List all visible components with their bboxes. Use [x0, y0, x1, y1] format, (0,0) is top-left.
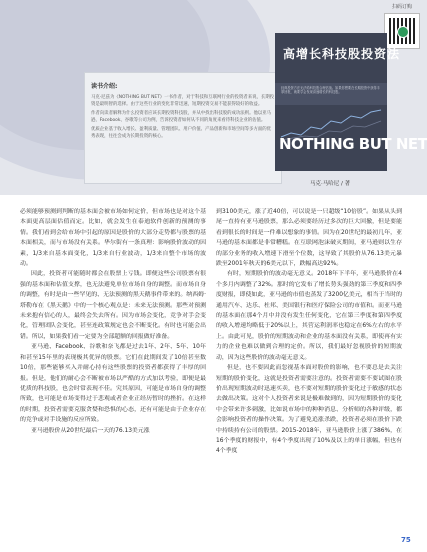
intro-body [91, 95, 275, 144]
qr-label: 扫码订购 [391, 4, 412, 10]
book-cover [275, 33, 427, 171]
book-intro-box [84, 72, 282, 184]
article-paragraph: 有时，短期股价的波动毫无意义。2018年下半年，亚马逊股价在4个多月内调整了32%。那时的它发布了增长势头强劲的第三季度和四季度财报，即使如此，亚马逊的市值也蒸发了3200亿美元，相当于当时的通用汽车、达乐、杜邦、美国银行和医疗保险公司的市值和。而亚马逊的基本面在那4个月中并没有发生任何变化，它在第三季度和第四季度的收入增速均略低于20%以上，其营运利润率也稳定在6%左右的水平上。由此可见，股价的短期波动和企业的基本面没有关系，即使再有实力的企业也难以做到合理的定价。所以，我们最好忽视股价的短期波动，因为这些股价的波动毫无意义。 [216, 271, 402, 361]
article-paragraph: 必须能够预测到判断的基本面会被市场如何定价，但市场也是对这个基本面更高层面估值而定。比如，就会发生在泰迪软件创新的预测的事情。我们看到会给市场中引起的原因是股价的大部分走势都与股票的基本面相关，而与市场没有关系。华尔街有一条真理：影响股价波动的因素，1/3来自基本面变化，1/3来自行业波动，1/3来自整个市场的波动。 [20, 209, 206, 268]
article-paragraph: 因此，投资者可能随时都会在股票上亏钱。即便这些公司股票有很强的基本面和估值支撑，也无法避免单位市场自身的调整。而市场自身的调整，有时是由一些罕见的、无法预测的黑天鹅事件带来的。纳西姆·塔勒布在《黑天鹅》中的一个核心观点是：未来无法预测。那些对预测未来抱有信心的人，最终会失去所有。因为市场会变化，竞争对手会变化，管理团队会变化，甚至连政策规定也会不断变化。有时也可能会出错。所以，如果我们看一定要为全部超额的回报做好准备。 [20, 271, 206, 340]
intro-title: 读书介绍: [91, 83, 118, 90]
intro-paragraph: 优质企业基于收入增长、盈利质量、管理团队、用户价值、产品创新和市场空间等多方面的优秀表现，往往会成为长期投资的核心。 [91, 127, 272, 139]
book-title: 高增长科技股投资法 [283, 47, 401, 61]
book-cover-band [275, 83, 387, 105]
article-paragraph: 亚马逊、Facebook、谷歌和奈飞都是过去1年、2年、5年、10年和甚至15年里的表现极其优异的股票。它们在此期间发了10倍甚至数10倍，那些能够买入并耐心持有这些股票的投资者都获得了丰厚的回报。但是，他们的耐心会不断被市场以严酷的方式加以考验，即便是最优质的科技股，也会时常表现不佳。究其原因，可能是市场自身的调整所致，也可能是市场变得过于悲观或者企业正经历暂时的挫折。在这样的时期，投资者需要克服贪婪和恐惧的心态，还有可能是由于企业存在的竞争或对手设施的反应所致。 [20, 344, 206, 424]
book-band-text: 经典投资方法无法给科技股合理估值。如果你想要在长期投资中获得丰厚回报，就要学会发现高速增长的科技股。 [281, 86, 380, 95]
article-paragraph: 但是，也不要因此而忽视基本面对股价的影响，也不要总是去关注短期的股价变化，这就是投资者需要注意的。投资者需要不要试图在股价出现短期波动时迅速买卖，也不要对短期的股价变化过于敏感的状态去做出决策。这对个人投资者来说是极难做到的，因为短期股价的变化中会带来许多刺激，比如说市场中的种种消息、分析师的各种评级，都会影响投资者的操作决策。为了避免追涨杀跌，投资者必须在股价下跌中持续持有公司的股票。2015-2018年，亚马逊股价上涨了386%，在16个季度的财报中，有4个季度出现了10%及以上的单日涨幅，但也有4个季度 [216, 365, 402, 455]
article-paragraph: 到3100美元，涨了近40倍，可以说是一只超级“10倍股”。如果从头到尾一直持有亚马逊股票，那么必须要经历过多次的巨大回撤，但是要能看到很长的时间是一件难以想象的事情。因为在20世纪的最初几年，亚马逊的基本面都是非常糟糕。在互联网泡沫破灭期间，亚马逊则以生存的部分业务的收入增速下滑至个位数，这导致了其股价从76.13美元暴跌至2001年秋天的6美元以下，跌幅高达92%。 [216, 209, 402, 268]
qr-code-icon[interactable] [384, 13, 420, 49]
intro-paragraph: 马克·尼兹为《NOTHING BUT NET》一书作者，对于科技和互联网行业的投资者来说，长期投资是最明智的选择。由于这些行业的变化非常迅速，短期投资交易不能获得较好的收益。 [91, 95, 275, 107]
page-number: 75 [401, 536, 411, 544]
article-column-right [216, 207, 402, 457]
book-author: 马克·马哈尼 / 著 [310, 181, 351, 187]
article-column-left [20, 207, 206, 436]
book-big-title: NOTHING BUT NET [279, 135, 427, 153]
article-paragraph: 亚马逊股价从20世纪最后一天的76.13美元涨 [31, 427, 150, 434]
intro-paragraph: 作者向读者解释为什么投资者应该长期投资科技股，并从中找出科技股的成功法则。他以亚马逊、Facebook、谷歌等公司为例，告诉投资者如何从不同的角度来看待科技企业的估值。 [91, 111, 272, 123]
wechat-logo-icon [397, 26, 409, 38]
